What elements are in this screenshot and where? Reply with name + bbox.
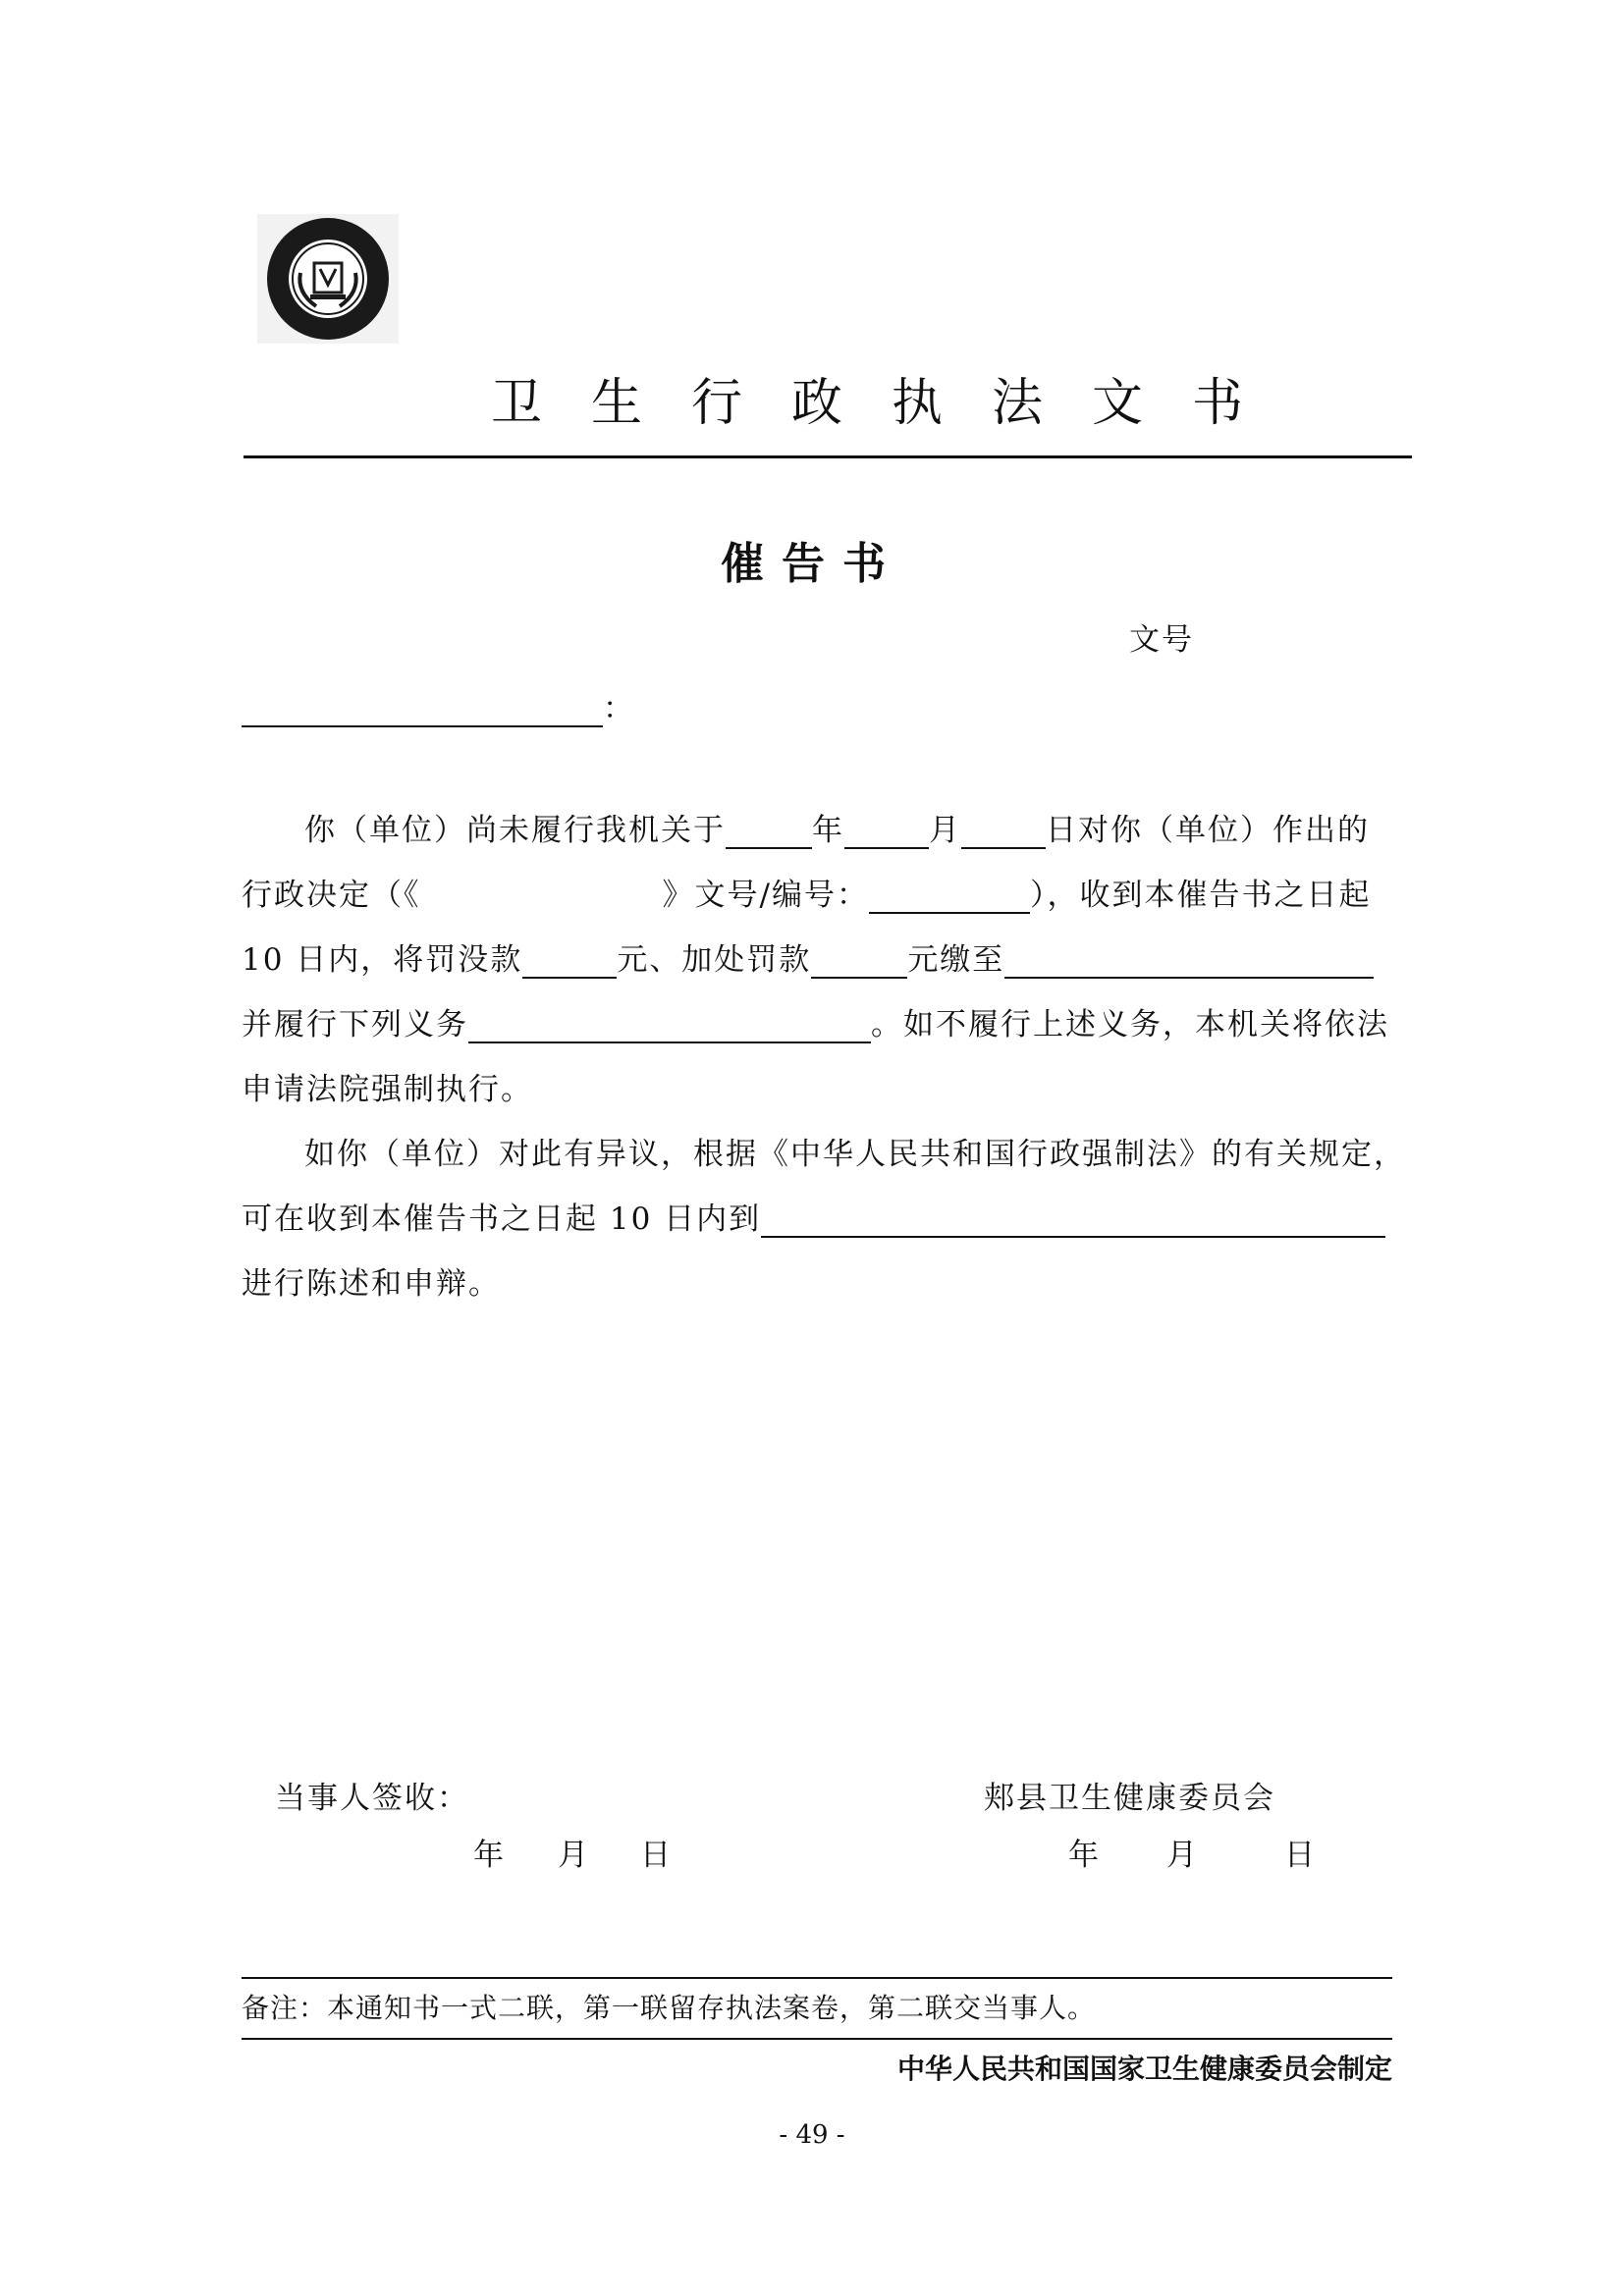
page-number: - 49 - <box>779 2120 845 2150</box>
party-month-label: 月 <box>558 1838 588 1873</box>
recipient-line <box>242 683 633 727</box>
authority-day-label: 日 <box>1284 1838 1315 1873</box>
year-label: 年 <box>812 813 844 848</box>
statement-location-blank[interactable] <box>761 1206 1385 1238</box>
party-day-label: 日 <box>640 1838 671 1873</box>
paragraph-1-line-4 <box>242 999 1392 1043</box>
text-segment: 10 日内，将罚没款 <box>242 942 523 978</box>
paragraph-1-line-2 <box>242 870 1392 914</box>
text-segment: 。如不履行上述义务，本机关将依法 <box>871 1007 1389 1042</box>
document-number-blank[interactable] <box>869 882 1030 914</box>
payment-destination-blank[interactable] <box>1004 947 1374 979</box>
text-segment: 你（单位）尚未履行我机关于 <box>304 813 726 848</box>
paragraph-2-line-2 <box>242 1194 1392 1238</box>
day-blank[interactable] <box>961 818 1046 849</box>
paragraph-2-line-3: 进行陈述和申辩。 <box>242 1266 501 1302</box>
month-blank[interactable] <box>844 818 929 849</box>
confiscation-amount-blank[interactable] <box>522 947 617 979</box>
footer-note: 备注：本通知书一式二联，第一联留存执法案卷，第二联交当事人。 <box>242 1992 1097 2024</box>
text-segment: 》文号/编号： <box>662 878 869 913</box>
text-segment: 行政决定（《 <box>242 878 421 913</box>
paragraph-1-line-5: 申请法院强制执行。 <box>242 1072 533 1107</box>
authority-month-label: 月 <box>1166 1838 1197 1873</box>
issuing-authority: 郏县卫生健康委员会 <box>984 1781 1275 1816</box>
document-number-label: 文号 <box>1129 622 1194 658</box>
health-inspection-seal <box>257 214 399 344</box>
text-segment: 元、加处罚款 <box>617 942 812 978</box>
obligations-blank[interactable] <box>468 1012 871 1043</box>
paragraph-2-line-1: 如你（单位）对此有异议，根据《中华人民共和国行政强制法》的有关规定， <box>304 1137 1406 1172</box>
text-segment: 日对你（单位）作出的 <box>1046 813 1370 848</box>
paragraph-1-line-1 <box>304 805 1392 849</box>
year-blank[interactable] <box>726 818 812 849</box>
authority-year-label: 年 <box>1068 1838 1099 1873</box>
text-segment: 元缴至 <box>907 942 1005 978</box>
footer-top-divider <box>242 1977 1392 1979</box>
text-segment: 并履行下列义务 <box>242 1007 468 1042</box>
page-title: 催告书 <box>721 539 903 589</box>
month-label: 月 <box>929 813 961 848</box>
additional-fine-blank[interactable] <box>811 947 907 979</box>
document-series-banner: 卫生行政执法文书 <box>491 374 1293 433</box>
party-signature-label: 当事人签收： <box>275 1781 469 1816</box>
recipient-colon: ： <box>603 691 633 726</box>
footer-bottom-divider <box>242 2038 1392 2040</box>
header-divider <box>244 455 1412 458</box>
signature-dates <box>0 1830 1624 1873</box>
party-year-label: 年 <box>473 1838 504 1873</box>
text-segment: ），收到本催告书之日起 <box>1029 878 1372 913</box>
issuer-statement: 中华人民共和国国家卫生健康委员会制定 <box>896 2053 1392 2085</box>
text-segment: 可在收到本催告书之日起 10 日内到 <box>242 1201 762 1237</box>
paragraph-1-line-3 <box>242 934 1392 979</box>
seal-icon <box>257 214 399 344</box>
recipient-blank[interactable] <box>242 696 603 727</box>
